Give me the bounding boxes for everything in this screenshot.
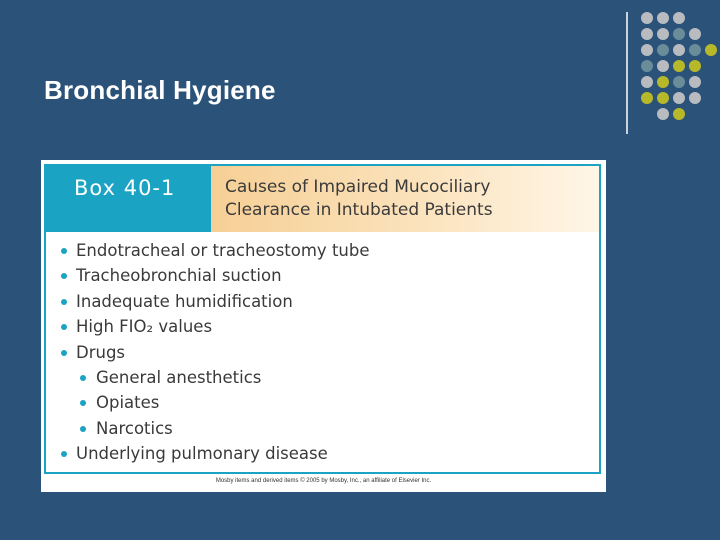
list-item-text: Underlying pulmonary disease bbox=[76, 444, 328, 464]
decor-dot bbox=[641, 76, 653, 88]
list-item-text: Drugs bbox=[76, 342, 126, 362]
decor-dot bbox=[705, 44, 717, 56]
decor-dot bbox=[689, 44, 701, 56]
decor-dot bbox=[673, 28, 685, 40]
decor-dot bbox=[673, 60, 685, 72]
bullet-icon bbox=[61, 299, 67, 305]
decor-dot bbox=[641, 28, 653, 40]
bullet-icon bbox=[61, 248, 67, 254]
list-item-text: Inadequate humidification bbox=[76, 291, 293, 311]
decor-dot bbox=[673, 12, 685, 24]
list-item bbox=[46, 238, 370, 263]
list-item-text: Opiates bbox=[96, 393, 160, 413]
list-item-text: High FIO₂ values bbox=[76, 317, 213, 337]
decor-dot bbox=[657, 92, 669, 104]
decor-dot bbox=[657, 108, 669, 120]
box-caption-line: Causes of Impaired Mucociliary bbox=[225, 177, 491, 197]
bullet-icon bbox=[61, 451, 67, 457]
list-item-text: Tracheobronchial suction bbox=[76, 266, 282, 286]
list-item bbox=[46, 441, 370, 466]
bullet-icon bbox=[80, 400, 86, 406]
decor-dot bbox=[673, 92, 685, 104]
decor-dot bbox=[689, 60, 701, 72]
bullet-icon bbox=[61, 273, 67, 279]
list-item bbox=[46, 263, 370, 288]
bullet-icon bbox=[61, 350, 67, 356]
decor-dot bbox=[657, 76, 669, 88]
list-item-text: General anesthetics bbox=[96, 367, 262, 387]
bullet-icon bbox=[80, 426, 86, 432]
list-item-text: Endotracheal or tracheostomy tube bbox=[76, 241, 370, 260]
copyright-credit: Mosby items and derived items © 2005 by Mosby, Inc., an affiliate of Elsevier Inc. bbox=[215, 478, 432, 484]
box-caption bbox=[211, 166, 599, 232]
box-caption-line: Clearance in Intubated Patients bbox=[225, 200, 493, 220]
decorative-divider bbox=[626, 12, 628, 134]
sub-list-item bbox=[46, 416, 370, 441]
decor-dot bbox=[673, 108, 685, 120]
sub-list-item bbox=[46, 390, 370, 415]
decor-dot bbox=[689, 92, 701, 104]
sub-list-item bbox=[46, 365, 370, 390]
decor-dot bbox=[657, 28, 669, 40]
bullet-icon bbox=[80, 375, 86, 381]
box-header bbox=[46, 166, 599, 232]
decor-dot bbox=[657, 60, 669, 72]
decor-dot bbox=[673, 44, 685, 56]
cause-list bbox=[46, 238, 370, 467]
list-item bbox=[46, 340, 370, 365]
decor-dot bbox=[657, 44, 669, 56]
decor-dot bbox=[641, 12, 653, 24]
decor-dot bbox=[689, 28, 701, 40]
textbook-figure bbox=[41, 160, 606, 492]
decor-dot bbox=[673, 76, 685, 88]
list-item-text: Narcotics bbox=[96, 418, 173, 438]
list-item bbox=[46, 289, 370, 314]
slide-title: Bronchial Hygiene bbox=[44, 75, 276, 105]
info-box bbox=[44, 164, 601, 474]
bullet-icon bbox=[61, 324, 67, 330]
decor-dot bbox=[641, 60, 653, 72]
list-item bbox=[46, 314, 370, 339]
decor-dot bbox=[657, 12, 669, 24]
box-label: Box 40-1 bbox=[46, 166, 211, 232]
decor-dot bbox=[641, 44, 653, 56]
decor-dot bbox=[641, 92, 653, 104]
decor-dot bbox=[689, 76, 701, 88]
